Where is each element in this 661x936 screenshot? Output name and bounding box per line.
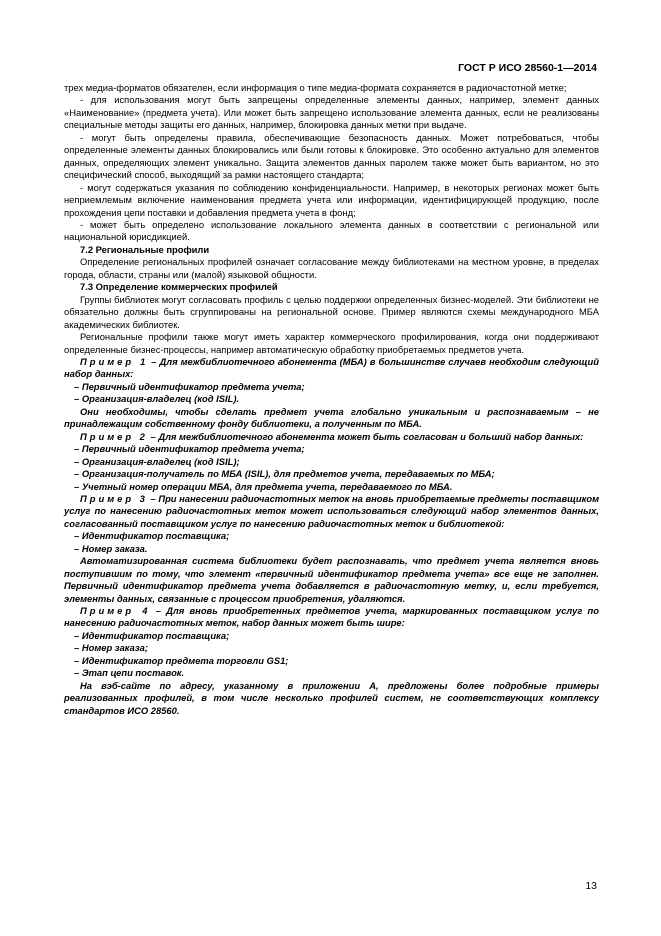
example-text: – При нанесении радиочастотных меток на вновь приобретаемые предметы поставщиком услуг по нанесению радиочастотных меток может использоваться следующий набор элементов данных, согласованный поставщиком услуг по нанесению радиочастотных меток и библиотекой: (64, 492, 600, 529)
list-item: – Учетный номер операции МБА, для предмета учета, передаваемого по МБА. (74, 480, 453, 492)
example-2 (64, 431, 599, 443)
list-item: – Первичный идентификатор предмета учета; (74, 443, 305, 455)
list-item: – Номер заказа; (74, 642, 149, 654)
list-item: – Идентификатор предмета торговли GS1; (74, 654, 289, 666)
paragraph: Региональные профили также могут иметь характер коммерческого профилирования, когда они поддерживают определенные бизнес-процессы, например автоматическую обработку приобретаемых предметов учета. (64, 331, 599, 355)
list-item: – Первичный идентификатор предмета учета; (74, 380, 305, 392)
example-label: Пример 4 (80, 605, 151, 617)
example-label: Пример 3 (80, 492, 148, 504)
example-note: Они необходимы, чтобы сделать предмет учета глобально уникальным и распознаваемым – не принадлежащим собственному фонду библиотеки, а полученным по МБА. (64, 405, 599, 430)
paragraph: трех медиа-форматов обязателен, если информация о типе медиа-формата сохраняется в радиочастотной метке; (64, 82, 567, 93)
example-label: Пример 1 (80, 355, 149, 367)
example-text: – Для вновь приобретенных предметов учета, маркированных поставщиком услуг по нанесению радиочастотных меток, набор данных может быть шире: (64, 605, 599, 629)
example-label: Пример 2 (80, 430, 148, 442)
list-item: – Организация-владелец (код ISIL); (74, 455, 240, 467)
list-item: – Организация-владелец (код ISIL). (74, 393, 240, 405)
example-text: – Для межбиблиотечного абонемента может быть согласован и больший набор данных: (147, 430, 584, 442)
paragraph: - для использования могут быть запрещены определенные элементы данных, например, элемент данных «Наименование» (предмета учета). Или может быть запрещено использование элемента данных, если не реализованы специальные методы защиты его данных, например, блокировка данных метки при выдаче. (64, 94, 599, 131)
section-heading-7-2: 7.2 Региональные профили (80, 243, 210, 255)
example-1 (64, 356, 599, 381)
example-4 (64, 605, 599, 630)
list-item: – Организация-получатель по МБА (ISIL), для предметов учета, передаваемых по МБА; (74, 468, 495, 480)
page-body (64, 82, 599, 717)
list-item: – Номер заказа. (74, 542, 148, 554)
paragraph: - могут быть определены правила, обеспечивающие безопасность данных. Может потребоваться, чтобы определенные элементы данных блокировались или были готовы к блокировке. Это особенно актуально для элементов данных, определяющих элемент уникально. Защита элементов данных паролем также может быть вариантом, но это специфический способ, выходящий за рамки настоящего стандарта; (64, 131, 599, 181)
example-note: На вэб-сайте по адресу, указанному в приложении А, предложены более подробные примеры реализованных профилей, в том числе несколько профилей систем, не соответствующих комплексу стандартов ИСО 28560. (64, 679, 599, 716)
paragraph: Определение региональных профилей означает согласование между библиотеками на местном уровне, в пределах города, области, страны или (малой) языковой общности. (64, 256, 599, 280)
list-item: – Идентификатор поставщика; (74, 530, 230, 542)
example-note: Автоматизированная система библиотеки будет распознавать, что предмет учета является вновь поступившим по тому, что элемент «первичный идентификатор предмета учета» все еще не заполнен. Первичный идентификатор предмета учета добавляется в радиочастотную метку, и, если требуется, элементы данных, связанные с процессом приобретения, удаляются. (64, 555, 599, 604)
page-number: 13 (585, 880, 597, 892)
example-text: – Для межбиблиотечного абонемента (МБА) в большинстве случаев необходим следующий набор данных: (64, 355, 600, 380)
list-item: – Этап цепи поставок. (74, 667, 185, 679)
document-header: ГОСТ Р ИСО 28560-1—2014 (458, 62, 597, 74)
paragraph: Группы библиотек могут согласовать профиль с целью поддержки определенных бизнес-моделей. Эти библиотеки не обязательно должны быть сгруппированы на региональной основе. Пример являются схемы международного МБА академических библиотек. (64, 293, 599, 330)
example-3 (64, 493, 599, 530)
section-heading-7-3: 7.3 Определение коммерческих профилей (80, 281, 278, 293)
paragraph: - могут содержаться указания по соблюдению конфиденциальности. Например, в некоторых регионах может быть неприемлемым включение наименования предмета учета или информации, идентифицирующей продукцию, после прохождения цепи поставки и добавления предмета учета в фонд; (64, 181, 599, 218)
paragraph: - может быть определено использование локального элемента данных в соответствии с региональной или национальной юрисдикцией. (64, 218, 599, 243)
list-item: – Идентификатор поставщика; (74, 629, 230, 641)
